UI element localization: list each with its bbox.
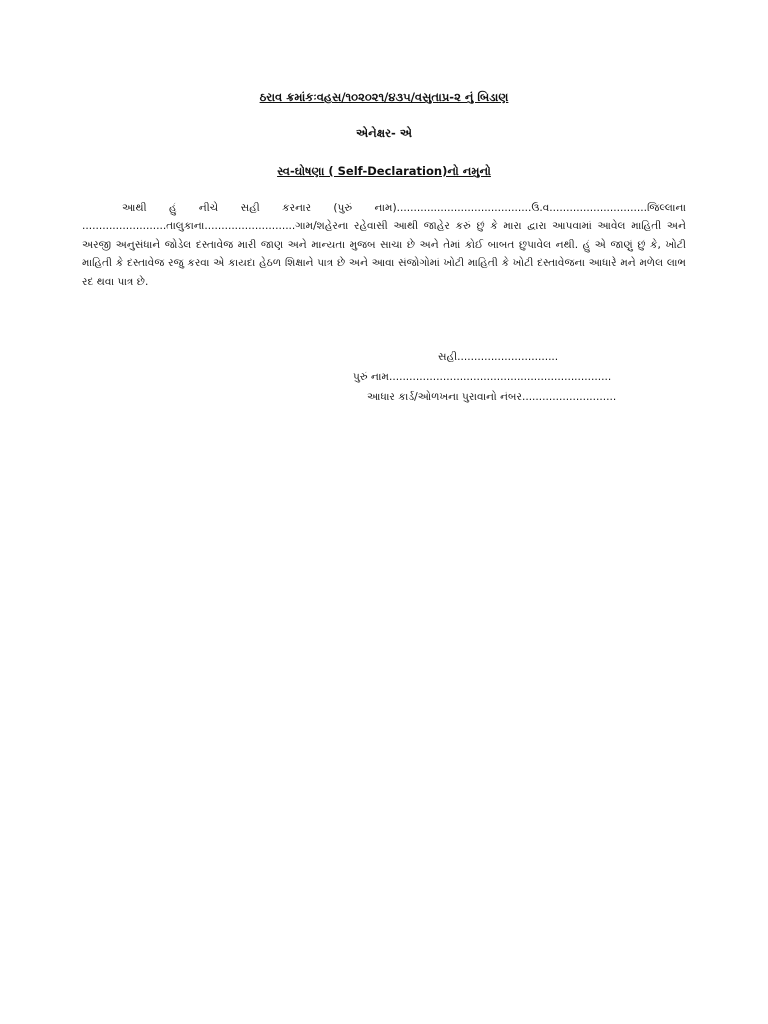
signature-line: સહી.............................. <box>438 351 559 363</box>
declaration-body <box>82 199 686 291</box>
document-title-text: સ્વ-ઘોષણા ( Self-Declaration)નો નમુનો <box>277 164 491 178</box>
document-title <box>0 163 768 179</box>
annexure-heading <box>0 125 768 141</box>
resolution-heading <box>0 89 768 105</box>
full-name-line: પુરું નામ.................................................................. <box>353 371 612 383</box>
annexure-heading-text: એનેક્ષર- એ <box>356 126 412 140</box>
declaration-paragraph: આથી હું નીચે સહી કરનાર (પુરું નામ)........................................ઉ.વ.............................જિલ્લાના .........................તાલુકાના...........................ગામ/શહેરના રહેવાસી આથી જાહેર કરું છું કે મારા દ્વારા આપવામાં આવેલ માહિતી અને અરજી અનુસંધાને જોડેલ દસ્તાવેજ મારી જાણ અને માન્યતા મુજબ સાચા છે અને તેમાં કોઈ બાબત છુપાવેલ નથી. હું એ જાણું છું કે, ખોટી માહિતી કે દસ્તાવેજ રજુ કરવા એ કાયદા હેઠળ શિક્ષાને પાત્ર છે અને આવા સંજોગોમાં ખોટી માહિતી કે ખોટી દસ્તાવેજના આધારે મને મળેલ લાભ રદ થવા પાત્ર છે. <box>82 202 686 288</box>
resolution-heading-text: ઠરાવ ક્રમાંકઃવહસ/૧૦૨૦૨૧/૪૩૫/વસુતાપ્ર-૨ નું બિડાણ <box>259 90 509 104</box>
aadhaar-number-line: આધાર કાર્ડ/ઓળખના પુરાવાનો નંબર............................ <box>367 391 617 403</box>
